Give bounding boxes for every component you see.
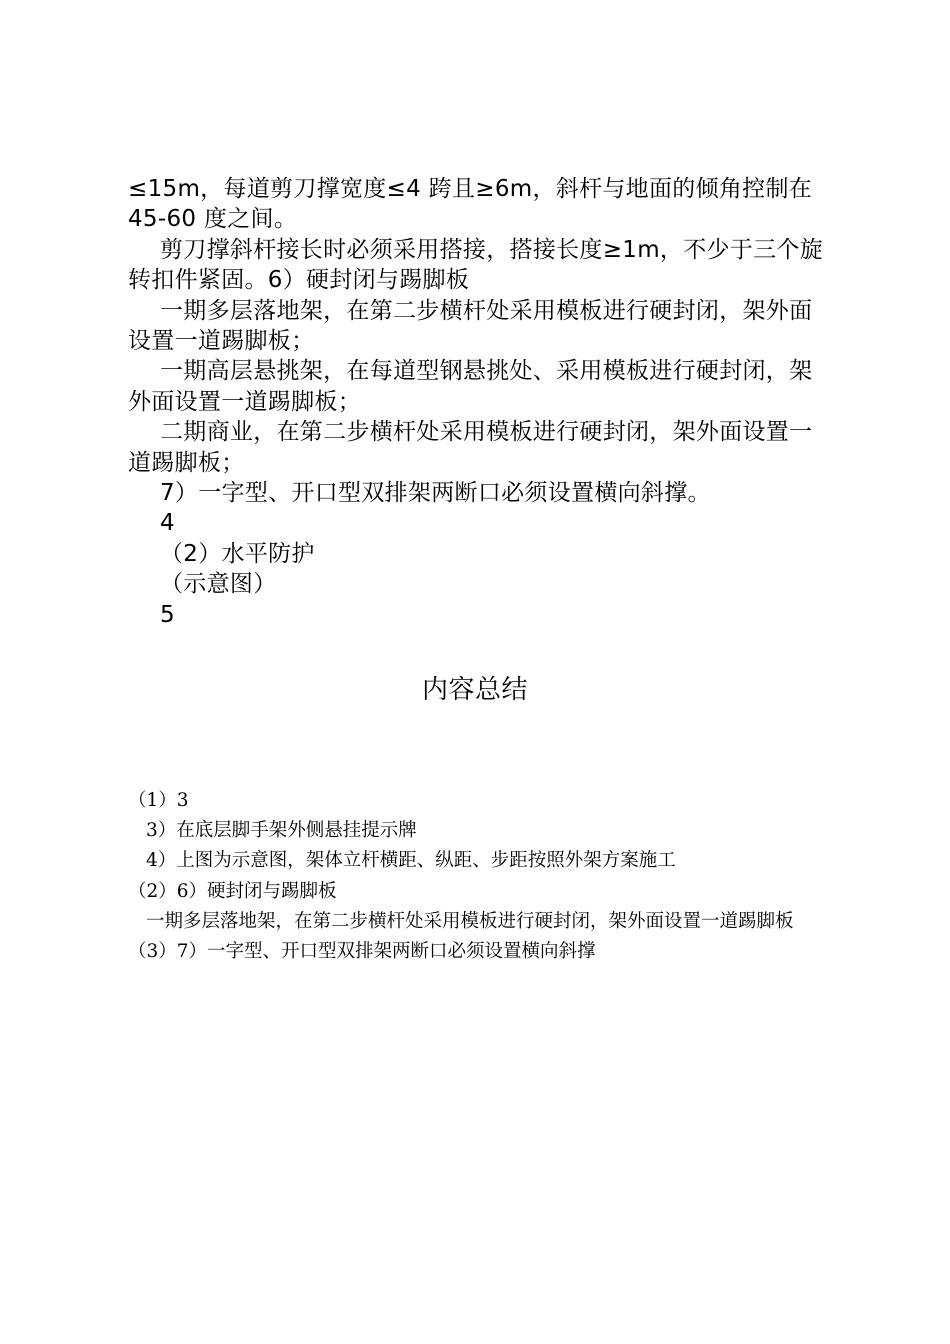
summary-item: 一期多层落地架，在第二步横杆处采用模板进行硬封闭，架外面设置一道踢脚板	[146, 910, 794, 932]
page-number-marker: 5	[160, 601, 175, 628]
body-text	[128, 174, 833, 630]
figure-caption: （示意图）	[160, 571, 277, 598]
page-number-marker: 4	[160, 510, 175, 537]
paragraph: 7）一字型、开口型双排架两断口必须设置横向斜撑。	[160, 480, 711, 507]
section-heading: （2）水平防护	[160, 540, 315, 567]
paragraph: 二期商业，在第二步横杆处采用模板进行硬封闭，架外面设置一道踢脚板；	[128, 419, 813, 476]
summary-item: （3）7）一字型、开口型双排架两断口必须设置横向斜撑	[128, 941, 596, 963]
summary-item: 3）在底层脚手架外侧悬挂提示牌	[146, 820, 417, 842]
paragraph: 一期多层落地架，在第二步横杆处采用模板进行硬封闭，架外面设置一道踢脚板；	[128, 297, 813, 355]
summary-list	[128, 786, 840, 967]
summary-item: （2）6）硬封闭与踢脚板	[128, 880, 337, 902]
paragraph: ≤15m，每道剪刀撑宽度≤4 跨且≥6m，斜杆与地面的倾角控制在 45-60 度之间。	[128, 176, 813, 233]
summary-title: 内容总结	[421, 675, 528, 705]
paragraph: 一期高层悬挑架，在每道型钢悬挑处、采用模板进行硬封闭，架外面设置一道踢脚板；	[128, 358, 813, 415]
summary-item: （1）3	[128, 790, 189, 811]
summary-item: 4）上图为示意图，架体立杆横距、纵距、步距按照外架方案施工	[146, 850, 676, 872]
paragraph: 剪刀撑斜杆接长时必须采用搭接，搭接长度≥1m，不少于三个旋转扣件紧固。6）硬封闭与踢脚板	[128, 236, 824, 294]
